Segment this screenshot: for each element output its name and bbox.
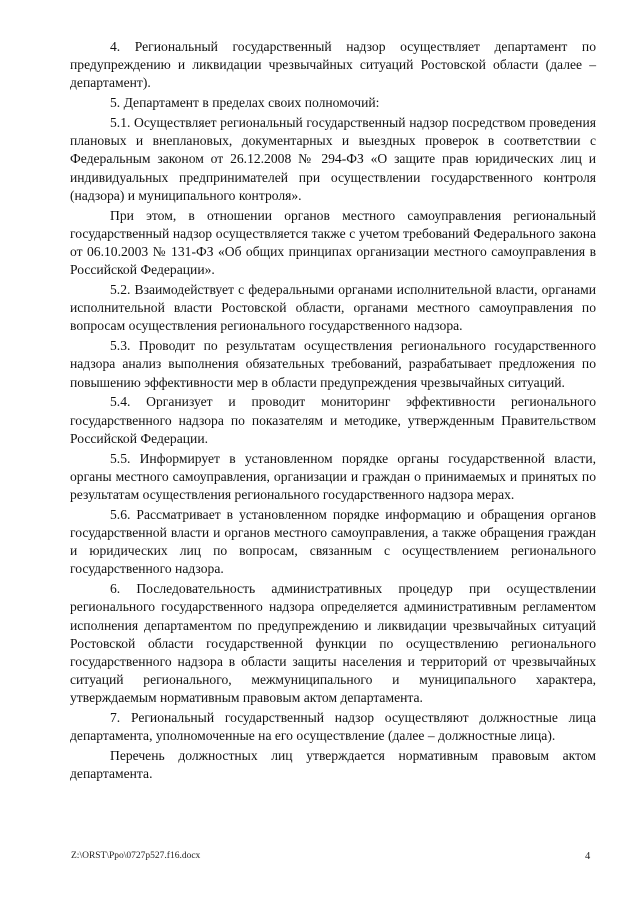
paragraph-6: 6. Последовательность административных процедур при осуществлении регионального государственного надзора определяется административным регламентом исполнения департаментом по предупреждению и ликвидации чрезвычайных ситуаций Ростовской области государственной функции по осуществлению регионального государственного надзора в области защиты населения и территорий от чрезвычайных ситуаций регионального, межмуниципального и муниципального характера, утверждаемым нормативным правовым актом департамента. (70, 581, 596, 706)
paragraph-5: 5. Департамент в пределах своих полномочий: (110, 95, 380, 111)
paragraph-5-2: 5.2. Взаимодействует с федеральными органами исполнительной власти, органами исполнительной власти Ростовской области, органами местного самоуправления по вопросам осуществления регионального государственного надзора. (70, 282, 596, 334)
document-body (70, 38, 596, 785)
paragraph-5-1: 5.1. Осуществляет региональный государственный надзор посредством проведения плановых и внеплановых, документарных и выездных проверок в соответствии с Федеральным законом от 26.12.2008 № 294-ФЗ «О защите прав юридических лиц и индивидуальных предпринимателей при осуществлении государственного контроля (надзора) и муниципального контроля». (70, 115, 596, 203)
paragraph-5-3: 5.3. Проводит по результатам осуществления регионального государственного надзора анализ выполнения обязательных требований, разрабатывает предложения по повышению эффективности мер в области предупреждения чрезвычайных ситуаций. (70, 338, 596, 390)
paragraph-7: 7. Региональный государственный надзор осуществляют должностные лица департамента, уполномоченные на его осуществление (далее – должностные лица). (70, 710, 596, 744)
paragraph-5-1-note: При этом, в отношении органов местного самоуправления региональный государственный надзор осуществляется также с учетом требований Федерального закона от 06.10.2003 № 131-ФЗ «Об общих принципах организации местного самоуправления в Российской Федерации». (70, 207, 596, 278)
paragraph-5-5: 5.5. Информирует в установленном порядке органы государственной власти, органы местного самоуправления, организации и граждан о принимаемых и принятых по результатам осуществления регионального государственного надзора мерах. (70, 450, 596, 503)
paragraph-5-4: 5.4. Организует и проводит мониторинг эффективности регионального государственного надзора по показателям и методике, утвержденным Правительством Российской Федерации. (70, 394, 596, 446)
paragraph-4: 4. Региональный государственный надзор осуществляет департамент по предупреждению и ликвидации чрезвычайных ситуаций Ростовской области (далее – департамент). (70, 39, 596, 91)
paragraph-7-list: Перечень должностных лиц утверждается нормативным правовым актом департамента. (70, 748, 596, 782)
footer-file-path: Z:\ORST\Ppo\0727p527.f16.docx (71, 851, 201, 861)
paragraph-5-6: 5.6. Рассматривает в установленном порядке информацию и обращения органов государственной власти и органов местного самоуправления, а также обращения граждан и юридических лиц по вопросам, связанным с осуществлением регионального государственного надзора. (70, 506, 596, 577)
page-number: 4 (585, 851, 591, 862)
